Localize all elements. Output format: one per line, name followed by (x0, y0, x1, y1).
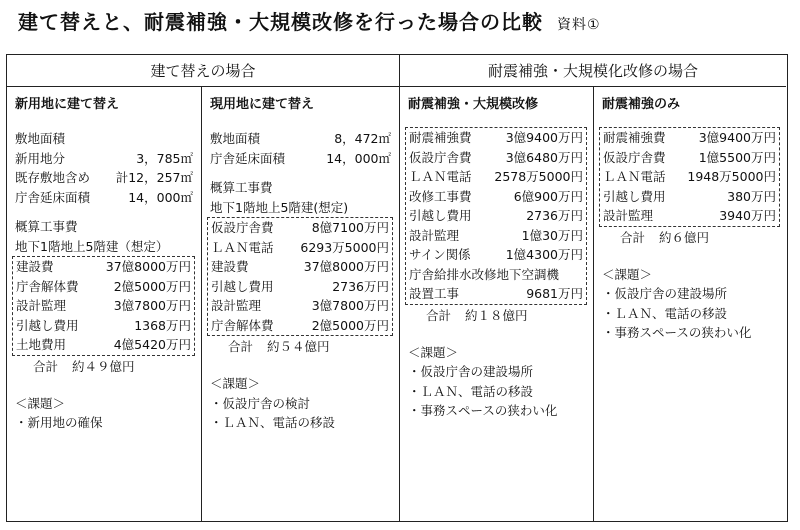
issues-heading: ＜課題＞ (15, 395, 66, 411)
cost-row: ＬＡＮ電話 6293万5000円 (211, 239, 389, 255)
cost-row: ＬＡＮ電話 2578万5000円 (409, 169, 583, 184)
issues-heading: ＜課題＞ (408, 344, 459, 360)
issue-item: ・事務スペースの狭わい化 (408, 403, 558, 418)
total-row: 合計 約１８億円 (426, 307, 528, 323)
cost-subtitle: 地下1階地上5階建（想定） (15, 238, 169, 254)
cost-row: 設計監理 3億7800万円 (16, 298, 191, 313)
column-seismic-renovation (400, 87, 594, 521)
cost-row: 耐震補強費 3億9400万円 (603, 130, 776, 145)
column-new-site (7, 87, 202, 521)
cost-row: 引越し費用 1368万円 (16, 317, 191, 333)
cost-row: 設計監理 1億30万円 (409, 227, 583, 243)
cost-row: 庁舎解体費 2億5000万円 (211, 317, 389, 333)
group-header-rebuild: 建て替えの場合 (7, 55, 400, 87)
column-heading: 耐震補強・大規模改修 (408, 97, 539, 112)
column-heading: 新用地に建て替え (15, 97, 120, 112)
cost-box (12, 256, 195, 356)
issue-item: ・ＬＡＮ、電話の移設 (602, 305, 728, 321)
cost-row: 建設費 37億8000万円 (16, 259, 191, 274)
area-row: 敷地面積 (15, 131, 66, 146)
cost-row: 仮設庁舎費 1億5500万円 (603, 149, 776, 165)
issue-item: ・仮設庁舎の建設場所 (602, 286, 728, 301)
total-row: 合計 約４９億円 (33, 358, 135, 374)
cost-row: 改修工事費 6億900万円 (409, 188, 583, 204)
issue-item: ・ＬＡＮ、電話の移設 (210, 415, 336, 430)
issue-item: ・仮設庁舎の建設場所 (408, 364, 534, 379)
total-row: 合計 約５４億円 (228, 339, 330, 354)
cost-row: 建設費 37億8000万円 (211, 259, 389, 274)
issues-section (210, 364, 399, 433)
column-heading: 現用地に建て替え (210, 97, 315, 112)
area-row: 庁舎延床面積 14，000㎡ (210, 150, 391, 166)
title-text: 建て替えと、耐震補強・大規模改修を行った場合の比較 (18, 10, 543, 34)
issue-item: ・事務スペースの狭わい化 (602, 325, 752, 340)
cost-box (599, 127, 780, 227)
cost-row: 引越し費用 2736万円 (211, 278, 389, 294)
cost-row: 庁舎給排水改修地下空調機 (409, 266, 560, 282)
reference-label: 資料① (557, 17, 601, 33)
cost-row: 設置工事 9681万円 (409, 286, 583, 301)
issue-item: ・仮設庁舎の検討 (210, 395, 311, 411)
cost-box (405, 127, 587, 305)
column-seismic-only (594, 87, 786, 521)
group-header-renovate: 耐震補強・大規模化改修の場合 (400, 55, 786, 87)
issues-heading: ＜課題＞ (210, 376, 261, 391)
issue-item: ・ＬＡＮ、電話の移設 (408, 383, 534, 399)
page-title (18, 6, 601, 35)
column-current-site (202, 87, 400, 521)
cost-row: 庁舎解体費 2億5000万円 (16, 278, 191, 294)
area-row: 敷地面積 8，472㎡ (210, 131, 391, 146)
cost-row: 仮設庁舎費 8億7100万円 (211, 220, 389, 235)
cost-title: 概算工事費 (15, 219, 78, 234)
area-row: 既存敷地含め 計12，257㎡ (15, 170, 193, 185)
cost-box (207, 217, 393, 336)
issue-item: ・新用地の確保 (15, 415, 103, 430)
cost-row: 引越し費用 2736万円 (409, 208, 583, 223)
area-row: 新用地分 3，785㎡ (15, 150, 193, 166)
issues-section (408, 333, 593, 421)
cost-subtitle: 地下1階地上5階建(想定) (210, 199, 349, 215)
cost-row: ＬＡＮ電話 1948万5000円 (603, 169, 776, 184)
issues-section (602, 255, 786, 343)
area-row: 庁舎延床面積 14，000㎡ (15, 189, 193, 205)
issues-heading: ＜課題＞ (602, 266, 653, 282)
issues-section (15, 384, 201, 433)
cost-row: 設計監理 3億7800万円 (211, 298, 389, 313)
comparison-table (6, 54, 788, 522)
cost-title: 概算工事費 (210, 180, 273, 195)
cost-row: サイン関係 1億4300万円 (409, 247, 583, 262)
total-row: 合計 約６億円 (620, 229, 710, 245)
cost-row: 耐震補強費 3億9400万円 (409, 130, 583, 145)
cost-row: 引越し費用 380万円 (603, 188, 776, 204)
column-heading: 耐震補強のみ (602, 97, 681, 112)
cost-row: 土地費用 4億5420万円 (16, 337, 191, 352)
cost-row: 設計監理 3940万円 (603, 208, 776, 223)
cost-row: 仮設庁舎費 3億6480万円 (409, 149, 583, 165)
